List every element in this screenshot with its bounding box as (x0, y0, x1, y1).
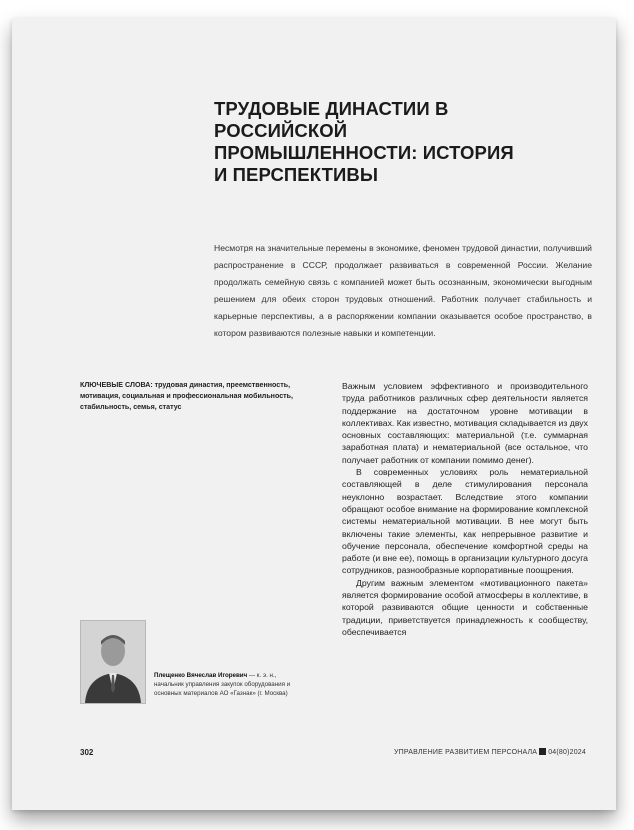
article-lead: Несмотря на значительные перемены в экономике, феномен трудовой династии, получивший распространение в СССР, продолжает развиваться в современной России. Желание продолжать семейную связь с компанией может быть осознанным, экономически выгодным решением для обеих сторон трудовых отношений. Работник получает стабильность и карьерные перспективы, а в распоряжении компании оказывается особое пространство, в котором развиваются полезные навыки и компетенции. (214, 243, 592, 338)
author-info: — к. э. н., начальник управления закупок оборудования и основных материалов АО «Газнак» (г. Москва) (154, 672, 291, 697)
article-title (214, 98, 574, 186)
body-paragraph: Другим важным элементом «мотивационного пакета» является формирование особой атмосферы в коллективе, в которой развиваются общие ценности и собственные традиции, приветствуется принадлежность к сообществу, обеспечивается (342, 577, 588, 637)
title-line: И ПЕРСПЕКТИВЫ (214, 164, 379, 185)
magazine-page (12, 18, 616, 810)
author-name: Плещенко Вячеслав Игоревич (154, 672, 248, 679)
square-icon (539, 748, 546, 755)
page-number: 302 (80, 748, 94, 757)
journal-name: УПРАВЛЕНИЕ РАЗВИТИЕМ ПЕРСОНАЛА (394, 749, 538, 756)
journal-footer (394, 748, 586, 756)
journal-issue: 04(80)2024 (548, 749, 586, 756)
author-photo (80, 620, 146, 704)
title-line: ПРОМЫШЛЕННОСТИ: ИСТОРИЯ (214, 142, 514, 163)
title-line: ТРУДОВЫЕ ДИНАСТИИ В РОССИЙСКОЙ (214, 98, 449, 141)
author-portrait-icon (81, 621, 145, 703)
body-paragraph: В современных условиях роль нематериальной составляющей в деле стимулирования персонала неуклонно возрастает. Вследствие этого компании обращают особое внимание на формирование комплексной системы нематериальной мотивации. В нее могут быть включены такие элементы, как непрерывное развитие и обучение персонала, обеспечение комфортной среды на работе (и вне ее), помощь в организации культурного досуга сотрудников, разнообразные корпоративные поощрения. (342, 467, 588, 576)
body-paragraph: Важным условием эффективного и производительного труда работников различных сфер деятельности является поддержание на достаточном уровне мотивации в коллективах. Как известно, мотивация складывается из двух основных составляющих: материальной (т.е. суммарная заработная плата) и нематериальной (все остальное, что получает работник от компании помимо денег). (342, 381, 588, 465)
article-body (342, 380, 588, 638)
author-credit (154, 671, 304, 698)
keywords: КЛЮЧЕВЫЕ СЛОВА: трудовая династия, преемственность, мотивация, социальная и профессиональная мобильность, стабильность, семья, статус (80, 381, 293, 412)
